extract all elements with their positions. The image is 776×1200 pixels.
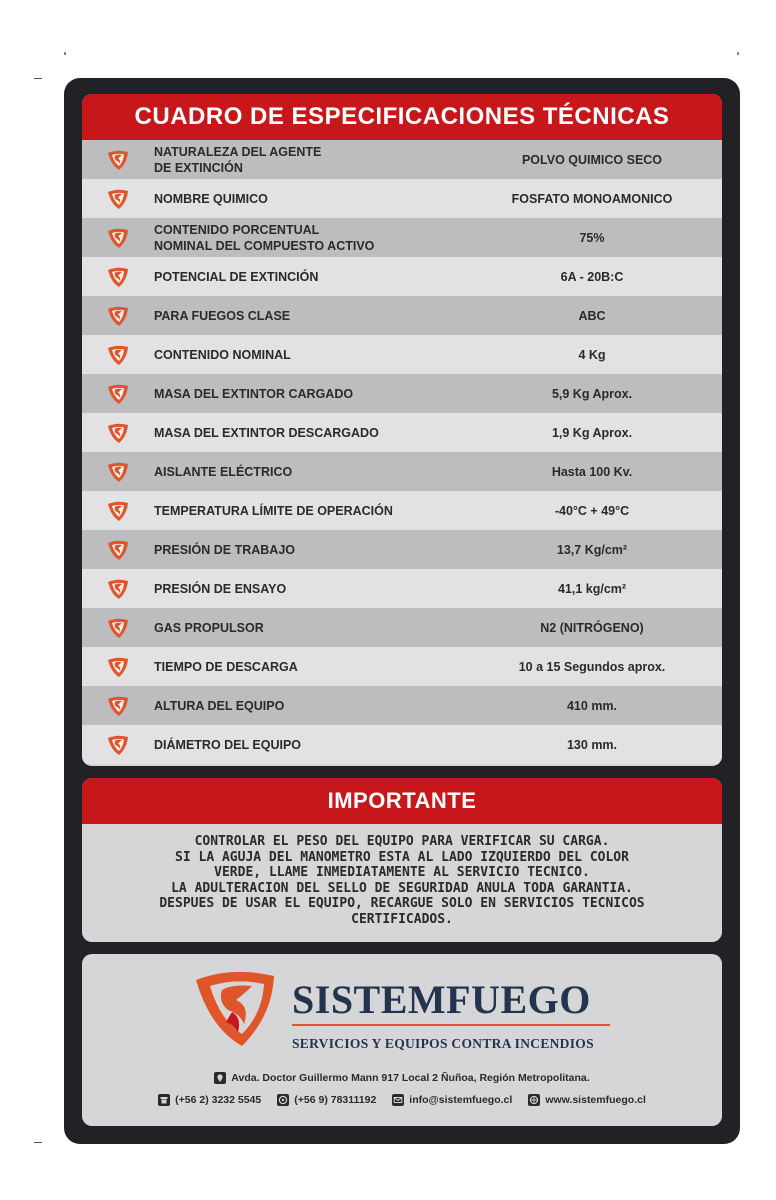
spec-label-line: NATURALEZA DEL AGENTE bbox=[154, 144, 322, 159]
spec-row bbox=[82, 257, 722, 296]
spec-label bbox=[154, 659, 482, 675]
spec-value: 13,7 Kg/cm² bbox=[556, 542, 628, 557]
website-contact[interactable] bbox=[528, 1094, 646, 1106]
spec-label-line: NOMBRE QUIMICO bbox=[154, 191, 268, 206]
company-tagline: SERVICIOS Y EQUIPOS CONTRA INCENDIOS bbox=[292, 1036, 594, 1051]
shield-flame-icon bbox=[82, 647, 154, 686]
spec-row bbox=[82, 608, 722, 647]
shield-flame-icon bbox=[82, 335, 154, 374]
spec-value: Hasta 100 Kv. bbox=[551, 464, 633, 479]
important-panel bbox=[82, 778, 722, 942]
spec-row bbox=[82, 725, 722, 764]
email-icon bbox=[392, 1094, 404, 1106]
spec-label-line: TIEMPO DE DESCARGA bbox=[154, 659, 298, 674]
important-line: CERTIFICADOS. bbox=[351, 911, 453, 927]
crop-mark bbox=[34, 1142, 42, 1143]
important-line: VERDE, LLAME INMEDIATAMENTE AL SERVICIO TECNICO. bbox=[214, 865, 590, 880]
spec-label-line: AISLANTE ELÉCTRICO bbox=[154, 464, 293, 479]
spec-row bbox=[82, 452, 722, 491]
shield-flame-icon bbox=[82, 218, 154, 257]
spec-value: POLVO QUIMICO SECO bbox=[521, 152, 663, 167]
spec-row bbox=[82, 335, 722, 374]
shield-flame-icon bbox=[82, 413, 154, 452]
crop-mark bbox=[737, 52, 739, 55]
spec-label bbox=[154, 144, 482, 176]
important-line: LA ADULTERACION DEL SELLO DE SEGURIDAD ANULA TODA GARANTIA. bbox=[171, 880, 633, 896]
spec-row bbox=[82, 413, 722, 452]
spec-row bbox=[82, 296, 722, 335]
spec-row bbox=[82, 491, 722, 530]
spec-row bbox=[82, 218, 722, 257]
important-text bbox=[82, 824, 722, 927]
whatsapp-icon bbox=[277, 1094, 289, 1106]
label-frame bbox=[64, 78, 740, 1144]
spec-value: N2 (NITRÓGENO) bbox=[540, 620, 644, 635]
shield-flame-icon bbox=[82, 140, 154, 179]
spec-label bbox=[154, 425, 482, 441]
shield-flame-icon bbox=[82, 491, 154, 530]
spec-label-line: ALTURA DEL EQUIPO bbox=[154, 698, 285, 713]
spec-label-line: PARA FUEGOS CLASE bbox=[154, 308, 291, 323]
spec-label-line: PRESIÓN DE ENSAYO bbox=[154, 581, 287, 596]
phone-text: (+56 2) 3232 5545 bbox=[175, 1094, 262, 1106]
shield-flame-icon bbox=[82, 569, 154, 608]
spec-value: 5,9 Kg Aprox. bbox=[551, 386, 633, 401]
spec-value: 41,1 kg/cm² bbox=[557, 581, 627, 596]
shield-flame-icon bbox=[82, 452, 154, 491]
spec-label-line: DIÁMETRO DEL EQUIPO bbox=[154, 737, 302, 752]
shield-flame-icon bbox=[82, 725, 154, 764]
email-text: info@sistemfuego.cl bbox=[409, 1094, 513, 1106]
spec-row bbox=[82, 686, 722, 725]
shield-flame-icon bbox=[82, 179, 154, 218]
phone-icon bbox=[158, 1094, 170, 1106]
spec-value: 6A - 20B:C bbox=[560, 269, 624, 284]
spec-value: 410 mm. bbox=[566, 698, 618, 713]
email-contact[interactable] bbox=[392, 1094, 512, 1106]
spec-label-line: PRESIÓN DE TRABAJO bbox=[154, 542, 295, 557]
spec-label bbox=[154, 222, 482, 254]
location-pin-icon bbox=[214, 1072, 226, 1084]
important-line: SI LA AGUJA DEL MANOMETRO ESTA AL LADO IZQUIERDO DEL COLOR bbox=[175, 849, 629, 865]
spec-label-line: MASA DEL EXTINTOR DESCARGADO bbox=[154, 425, 379, 440]
shield-flame-icon bbox=[82, 608, 154, 647]
shield-flame-icon bbox=[82, 686, 154, 725]
phone-contact[interactable] bbox=[158, 1094, 261, 1106]
spec-value: FOSFATO MONOAMONICO bbox=[511, 191, 673, 206]
spec-label bbox=[154, 698, 482, 714]
spec-title: CUADRO DE ESPECIFICACIONES TÉCNICAS bbox=[82, 94, 722, 140]
company-panel bbox=[82, 954, 722, 1126]
spec-label-line: DE EXTINCIÓN bbox=[154, 160, 243, 175]
address-text: Avda. Doctor Guillermo Mann 917 Local 2 Ñuñoa, Región Metropolitana. bbox=[231, 1072, 590, 1084]
spec-row bbox=[82, 374, 722, 413]
spec-label bbox=[154, 386, 482, 402]
spec-row bbox=[82, 569, 722, 608]
spec-label bbox=[154, 503, 482, 519]
shield-flame-icon bbox=[82, 530, 154, 569]
spec-value: 1,9 Kg Aprox. bbox=[551, 425, 633, 440]
company-logo-shield-icon bbox=[192, 966, 278, 1052]
spec-table bbox=[82, 94, 722, 766]
spec-row bbox=[82, 179, 722, 218]
shield-flame-icon bbox=[82, 296, 154, 335]
crop-mark bbox=[34, 78, 42, 79]
spec-row bbox=[82, 530, 722, 569]
important-line: DESPUES DE USAR EL EQUIPO, RECARGUE SOLO EN SERVICIOS TECNICOS bbox=[159, 896, 645, 911]
spec-label-line: GAS PROPULSOR bbox=[154, 620, 264, 635]
spec-label bbox=[154, 581, 482, 597]
spec-value: 130 mm. bbox=[566, 737, 618, 752]
spec-value: 75% bbox=[579, 230, 605, 245]
whatsapp-contact[interactable] bbox=[277, 1094, 376, 1106]
shield-flame-icon bbox=[82, 257, 154, 296]
spec-row bbox=[82, 140, 722, 179]
spec-label-line: CONTENIDO PORCENTUAL bbox=[154, 222, 320, 237]
contact-bar bbox=[82, 1094, 722, 1106]
spec-label-line: POTENCIAL DE EXTINCIÓN bbox=[154, 269, 319, 284]
spec-label-line: CONTENIDO NOMINAL bbox=[154, 347, 291, 362]
divider bbox=[292, 1024, 610, 1026]
spec-value: 10 a 15 Segundos aprox. bbox=[518, 659, 666, 674]
spec-value: ABC bbox=[578, 308, 606, 323]
spec-label bbox=[154, 308, 482, 324]
spec-row bbox=[82, 647, 722, 686]
spec-label-line: TEMPERATURA LÍMITE DE OPERACIÓN bbox=[154, 503, 393, 518]
important-title: IMPORTANTE bbox=[82, 778, 722, 824]
spec-rows bbox=[82, 140, 722, 764]
spec-label bbox=[154, 269, 482, 285]
spec-value: -40°C + 49°C bbox=[554, 503, 630, 518]
spec-label-line: NOMINAL DEL COMPUESTO ACTIVO bbox=[154, 238, 375, 253]
spec-label bbox=[154, 464, 482, 480]
web-icon bbox=[528, 1094, 540, 1106]
spec-label bbox=[154, 191, 482, 207]
crop-mark bbox=[64, 52, 66, 55]
spec-value: 4 Kg bbox=[578, 347, 606, 362]
company-name: SISTEMFUEGO bbox=[292, 977, 591, 1022]
whatsapp-text: (+56 9) 78311192 bbox=[294, 1094, 377, 1106]
important-line: CONTROLAR EL PESO DEL EQUIPO PARA VERIFICAR SU CARGA. bbox=[194, 834, 610, 849]
spec-label bbox=[154, 737, 482, 753]
website-text: www.sistemfuego.cl bbox=[545, 1094, 646, 1106]
spec-label bbox=[154, 347, 482, 363]
spec-label bbox=[154, 542, 482, 558]
address bbox=[82, 1072, 722, 1084]
spec-label-line: MASA DEL EXTINTOR CARGADO bbox=[154, 386, 354, 401]
shield-flame-icon bbox=[82, 374, 154, 413]
spec-label bbox=[154, 620, 482, 636]
